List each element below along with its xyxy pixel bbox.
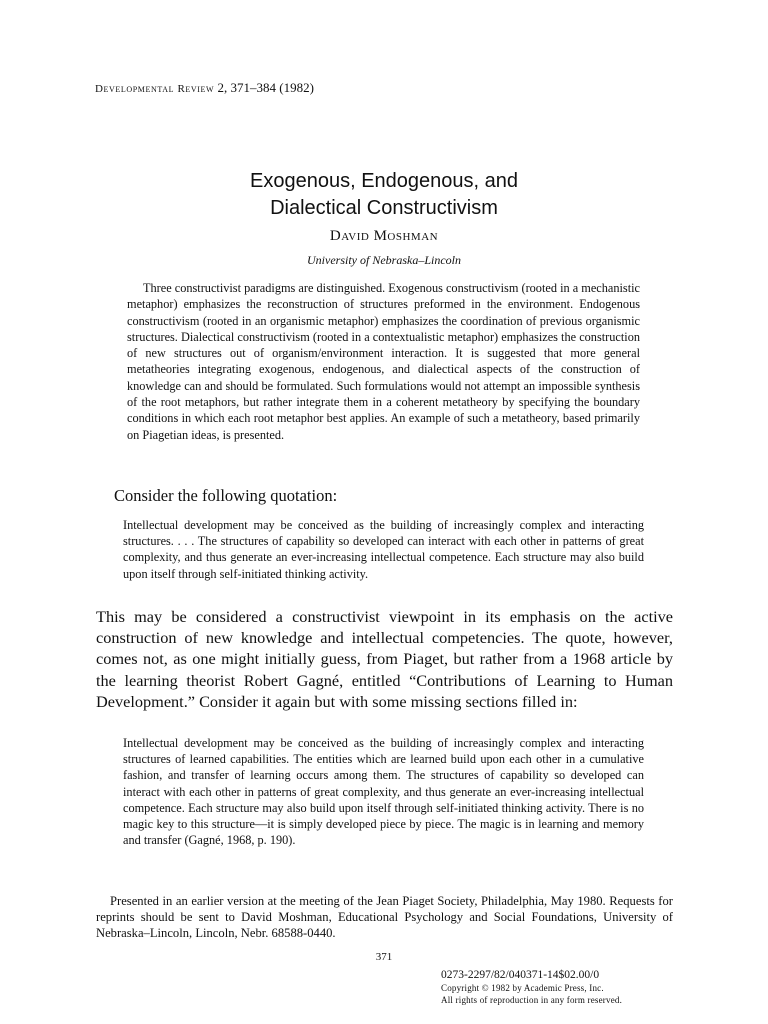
copyright-notice: Copyright © 1982 by Academic Press, Inc. xyxy=(441,983,604,993)
copyright-block xyxy=(441,968,681,1006)
author-name: David Moshman xyxy=(329,228,439,244)
journal-header xyxy=(95,80,314,96)
footnote xyxy=(96,893,673,942)
abstract xyxy=(127,280,640,443)
journal-citation: 2, 371–384 (1982) xyxy=(217,80,314,95)
rights-notice: All rights of reproduction in any form reserved. xyxy=(441,995,623,1005)
author-affiliation: University of Nebraska–Lincoln xyxy=(307,253,461,267)
article-title-line-2: Dialectical Constructivism xyxy=(270,197,498,219)
block-quote-2 xyxy=(123,735,644,848)
article-title xyxy=(0,168,768,222)
issn-price-code: 0273-2297/82/040371-14$02.00/0 xyxy=(441,969,600,981)
body-paragraph-text: This may be considered a constructivist viewpoint in its emphasis on the active construction of new knowledge and intellectual competencies. The quote, however, comes not, as one might initially guess, from Piaget, but rather from a 1968 article by the learning theorist Robert Gagné, entitled “Contributions of Learning to Human Development.” Consider it again but with some missing sections filled in: xyxy=(96,607,673,711)
abstract-text: Three constructivist paradigms are distinguished. Exogenous constructivism (rooted in a mechanistic metaphor) emphasizes the reconstruction of structures preformed in the environment. Endogenous constructivism (rooted in an organismic metaphor) emphasizes the coordination of previous organismic structures. Dialectical constructivism (rooted in a contextualistic metaphor) emphasizes the construction of new structures out of organism/environment interaction. It is suggested that more general metatheories integrating exogenous, endogenous, and dialectical aspects of the construction of knowledge can and should be formulated. Such formulations would not attempt an impossible synthesis of the root metaphors, but rather integrate them in a coherent metatheory by specifying the boundary conditions in which each root metaphor best applies. An example of such a metatheory, based primarily on Piagetian ideas, is presented. xyxy=(127,281,640,442)
journal-name: Developmental Review xyxy=(95,83,215,95)
lead-sentence: Consider the following quotation: xyxy=(114,486,338,505)
block-quote-1-text: Intellectual development may be conceived as the building of increasingly complex and interacting structures. . . . The structures of capability so developed can interact with each other in patterns of great complexity, and thus generate an ever-increasing intellectual competence. Each structure may also build upon itself through self-initiated thinking activity. xyxy=(123,518,644,581)
footnote-text: Presented in an earlier version at the meeting of the Jean Piaget Society, Philadelphia, May 1980. Requests for reprints should be sent to David Moshman, Educational Psychology and Social Foundations, University of Nebraska–Lincoln, Lincoln, Nebr. 68588-0440. xyxy=(96,894,673,941)
block-quote-2-text: Intellectual development may be conceived as the building of increasingly complex and interacting structures of learned capabilities. The entities which are learned build upon each other in a cumulative fashion, and transfer of learning occurs among them. The structures of capability so developed can interact with each other in patterns of great complexity, and thus generate an ever-increasing intellectual competence. Each structure may also build upon itself through self-initiated thinking activity. There is no magic key to this structure—it is simply developed piece by piece. The magic is in learning and memory and transfer (Gagné, 1968, p. 190). xyxy=(123,736,644,848)
article-title-line-1: Exogenous, Endogenous, and xyxy=(250,170,518,192)
body-paragraph xyxy=(96,606,673,712)
page-number: 371 xyxy=(375,951,393,963)
block-quote-1 xyxy=(123,517,644,582)
